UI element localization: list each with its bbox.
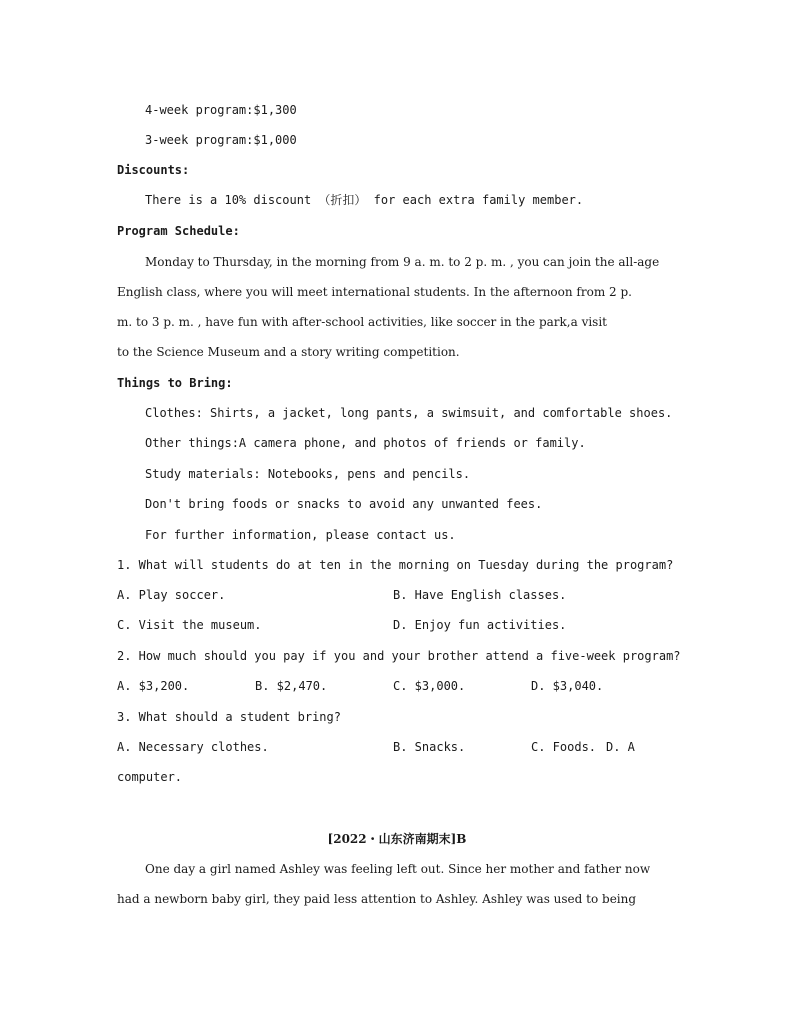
q1-option-b: B. Have English classes.	[393, 588, 567, 602]
q1-option-c: C. Visit the museum.	[117, 618, 262, 632]
price-4-week: 4-week program:$1,300	[145, 103, 297, 117]
section-b-heading: [2022・山东济南期末]B	[327, 832, 467, 846]
things-item: For further information, please contact us.	[145, 528, 456, 542]
q3-option-d-wrap: computer.	[117, 770, 183, 784]
question-3: 3. What should a student bring?	[117, 710, 341, 724]
question-2: 2. How much should you pay if you and your brother attend a five-week program?	[117, 649, 681, 663]
q3-option-c: C. Foods.	[531, 740, 597, 754]
discounts-heading: Discounts:	[117, 163, 190, 177]
passage-line: had a newborn baby girl, they paid less attention to Ashley. Ashley was used to being	[117, 892, 637, 906]
q2-option-b: B. $2,470.	[255, 679, 328, 693]
question-1: 1. What will students do at ten in the morning on Tuesday during the program?	[117, 558, 674, 572]
q3-option-b: B. Snacks.	[393, 740, 466, 754]
q3-option-d: D. A	[606, 740, 635, 754]
schedule-line: to the Science Museum and a story writing competition.	[117, 345, 460, 359]
things-item: Study materials: Notebooks, pens and pencils.	[145, 467, 471, 481]
q1-option-d: D. Enjoy fun activities.	[393, 618, 567, 632]
things-item: Other things:A camera phone, and photos of friends or family.	[145, 436, 586, 450]
q2-option-a: A. $3,200.	[117, 679, 190, 693]
things-item: Don't bring foods or snacks to avoid any unwanted fees.	[145, 497, 543, 511]
schedule-line: m. to 3 p. m. , have fun with after-school activities, like soccer in the park,a visit	[117, 315, 608, 329]
q2-option-c: C. $3,000.	[393, 679, 466, 693]
things-item: Clothes: Shirts, a jacket, long pants, a swimsuit, and comfortable shoes.	[145, 406, 673, 420]
q1-option-a: A. Play soccer.	[117, 588, 226, 602]
passage-line: One day a girl named Ashley was feeling left out. Since her mother and father now	[145, 862, 651, 876]
q2-option-d: D. $3,040.	[531, 679, 604, 693]
things-heading: Things to Bring:	[117, 376, 233, 390]
schedule-line: Monday to Thursday, in the morning from 9 a. m. to 2 p. m. , you can join the all-age	[145, 255, 660, 269]
discounts-text: There is a 10% discount （折扣） for each extra family member.	[145, 193, 584, 207]
q3-option-a: A. Necessary clothes.	[117, 740, 269, 754]
schedule-heading: Program Schedule:	[117, 224, 240, 238]
schedule-line: English class, where you will meet international students. In the afternoon from 2 p.	[117, 285, 632, 299]
price-3-week: 3-week program:$1,000	[145, 133, 297, 147]
